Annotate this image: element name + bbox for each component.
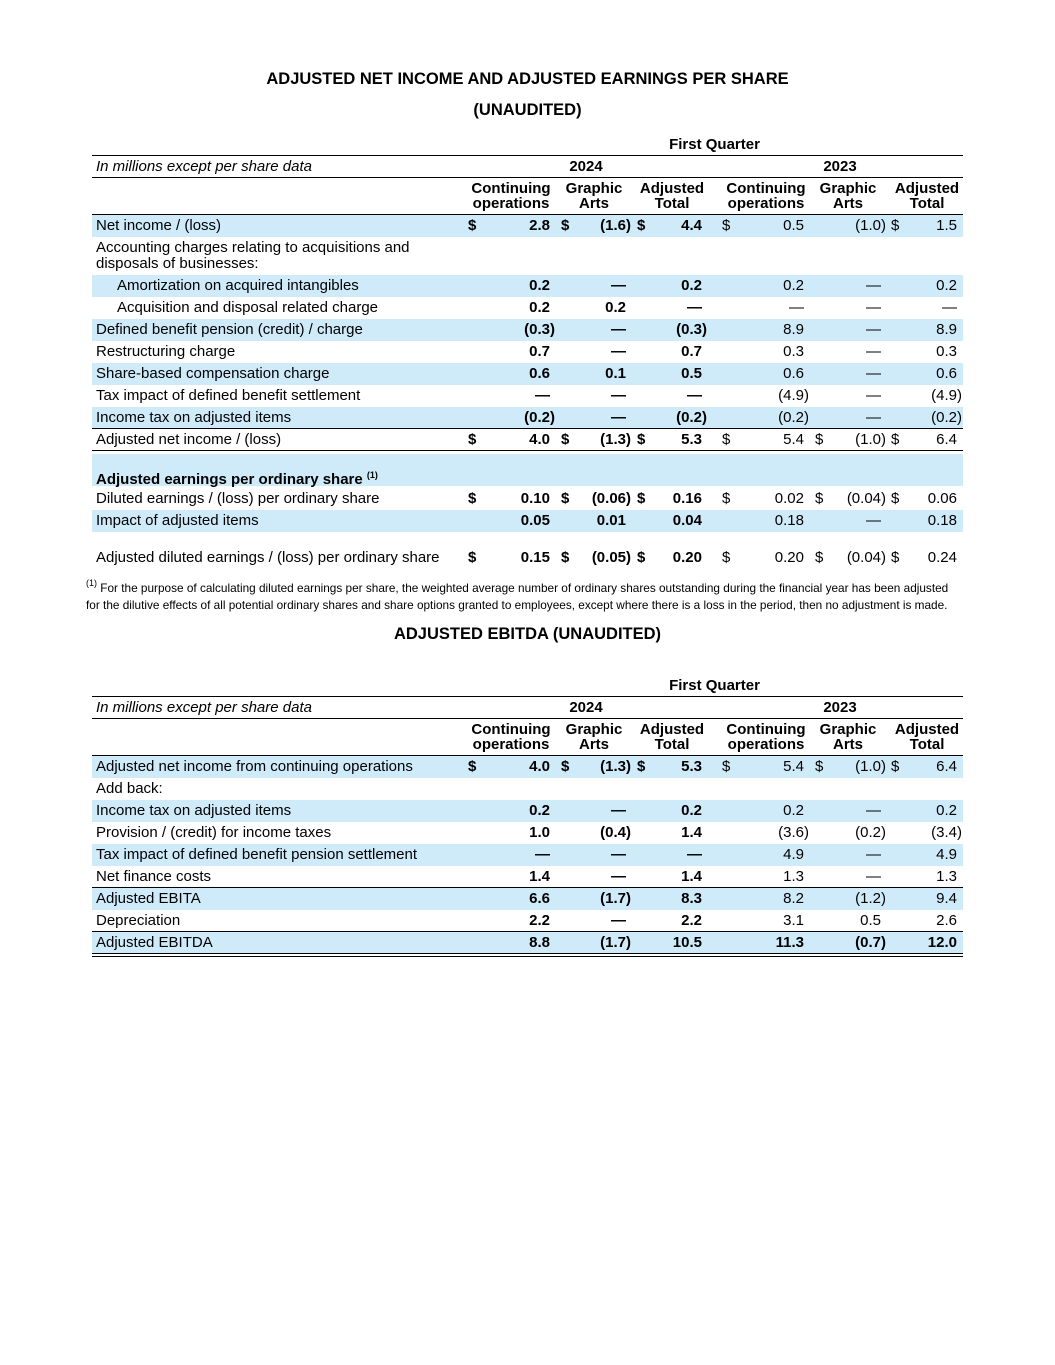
header-units: In millions except per share data [96,699,312,716]
row-income-tax-adjusted: Income tax on adjusted items (0.2) — (0.2) (0.2) — (0.2) [92,407,963,429]
header-year-2024: 2024 [569,699,603,716]
col-graphic-arts-2024: Graphic Arts [565,180,623,212]
row-pension-charge: Defined benefit pension (credit) / charge (0.3) — (0.3) 8.9 — 8.9 [92,319,963,341]
col-adjusted-total-2023: Adjusted Total [894,180,960,212]
row-label: Net income / (loss) [96,217,222,234]
row-restructuring: Restructuring charge 0.7 — 0.7 0.3 — 0.3 [96,343,957,360]
row-adjusted-net-income: Adjusted net income / (loss) $ 4.0 $ (1.3) $ 5.3 $ 5.4 $ (1.0) $ 6.4 [96,431,957,448]
row-tax-impact-settlement: Tax impact of defined benefit settlement — — — (4.9) — (4.9) [96,387,962,404]
row-diluted-eps: Diluted earnings / (loss) per ordinary share $ 0.10 $ (0.06) $ 0.16 $ 0.02 $ (0.04) $ 0.06 [96,490,957,507]
row-provision-income-taxes: Provision / (credit) for income taxes 1.0 (0.4) 1.4 (3.6) (0.2) (3.4) [96,824,962,841]
row-depreciation: Depreciation 2.2 — 2.2 3.1 0.5 2.6 [96,912,957,929]
col-adjusted-total-2024: Adjusted Total [639,721,705,753]
header-first-quarter: First Quarter [669,677,760,694]
footnote: $^{(1)}$ For the purpose of calculating diluted earnings per share, the weighted average number of ordinary shares outstanding during the financial year has been adjusted for the dilutive effects of all potential ordinary shares and share options granted to employees, except where there is a loss in the period, then no adjustment is made. [86,578,949,612]
col-continuing-2023: Continuing operations [726,180,806,212]
header-year-2023: 2023 [823,158,857,175]
row-add-back: Add back: [96,780,163,797]
row-tax-impact-pension-settlement: Tax impact of defined benefit pension settlement — — — 4.9 — 4.9 [92,844,963,866]
row-impact-adjusted: Impact of adjusted items 0.05 0.01 0.04 0.18 — 0.18 [92,510,963,532]
col-continuing-2023: Continuing operations [726,721,806,753]
header-units: In millions except per share data [96,158,312,175]
row-adjusted-ebitda: Adjusted EBITDA 8.8 (1.7) 10.5 11.3 (0.7) 12.0 [92,932,963,954]
col-continuing-2024: Continuing operations [471,721,551,753]
col-graphic-arts-2023: Graphic Arts [819,721,877,753]
col-adjusted-total-2023: Adjusted Total [894,721,960,753]
col-continuing-2024: Continuing operations [471,180,551,212]
title-adjusted-net-income: ADJUSTED NET INCOME AND ADJUSTED EARNINGS PER SHARE [266,70,789,88]
row-adjusted-ebita: Adjusted EBITA 6.6 (1.7) 8.3 8.2 (1.2) 9.4 [92,888,963,910]
col-graphic-arts-2023: Graphic Arts [819,180,877,212]
header-first-quarter: First Quarter [669,136,760,153]
header-year-2024: 2024 [569,158,603,175]
row-adjusted-diluted-eps: Adjusted diluted earnings / (loss) per ordinary share $ 0.15 $ (0.05) $ 0.20 $ 0.20 $ (0.04) $ 0.24 [96,549,957,566]
title-unaudited: (UNAUDITED) [473,101,582,119]
row-net-income: Net income / (loss) $ 2.8 $ (1.6) $ 4.4 $ 0.5 (1.0) $ 1.5 [92,215,963,237]
row-acquisition-disposal: Acquisition and disposal related charge 0.2 0.2 — — — — [117,299,957,316]
col-adjusted-total-2024: Adjusted Total [639,180,705,212]
row-net-finance-costs: Net finance costs 1.4 — 1.4 1.3 — 1.3 [96,868,957,885]
row-share-based-comp: Share-based compensation charge 0.6 0.1 0.5 0.6 — 0.6 [92,363,963,385]
col-graphic-arts-2024: Graphic Arts [565,721,623,753]
header-year-2023: 2023 [823,699,857,716]
row-adj-net-income-continuing: Adjusted net income from continuing operations $ 4.0 $ (1.3) $ 5.3 $ 5.4 $ (1.0) $ 6.4 [92,756,963,778]
row-eps-header: Adjusted earnings per ordinary share $^{(1)}$ [92,454,963,486]
row-accounting-charges: Accounting charges relating to acquisitions and disposals of businesses: [96,239,410,272]
row-amortization: Amortization on acquired intangibles 0.2 — 0.2 0.2 — 0.2 [92,275,963,297]
row-income-tax-adjusted: Income tax on adjusted items 0.2 — 0.2 0.2 — 0.2 [92,800,963,822]
title-adjusted-ebitda: ADJUSTED EBITDA (UNAUDITED) [393,625,662,643]
